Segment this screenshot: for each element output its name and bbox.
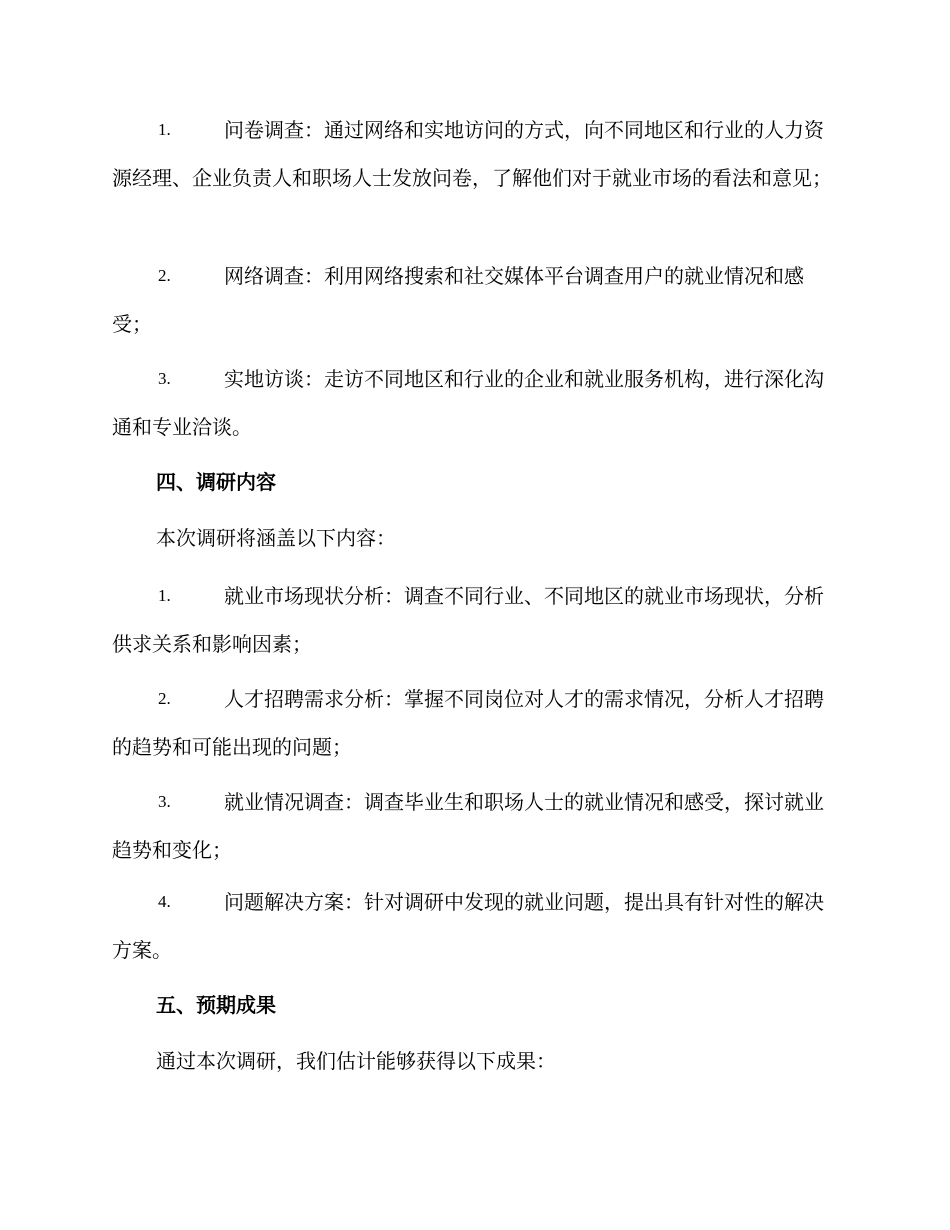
method-item-3 (112, 355, 836, 451)
content-item-2 (112, 675, 836, 771)
method-item-1 (112, 106, 836, 202)
list-item-text: 网络调查：利用网络搜索和社交媒体平台调查用户的就业情况和感受； (112, 264, 804, 336)
section-heading-4: 四、调研内容 (156, 470, 276, 494)
list-number: 1. (158, 586, 171, 605)
section-5-intro: 通过本次调研，我们估计能够获得以下成果： (156, 1049, 556, 1073)
list-number: 3. (158, 369, 171, 388)
list-item-text: 就业市场现状分析：调查不同行业、不同地区的就业市场现状，分析供求关系和影响因素； (112, 584, 824, 656)
section-heading-5: 五、预期成果 (156, 993, 276, 1017)
method-item-2 (112, 252, 836, 348)
list-item-text: 问题解决方案：针对调研中发现的就业问题，提出具有针对性的解决方案。 (112, 890, 824, 962)
list-number: 2. (158, 689, 171, 708)
list-item-text: 实地访谈：走访不同地区和行业的企业和就业服务机构，进行深化沟通和专业洽谈。 (112, 367, 824, 439)
section-4-intro: 本次调研将涵盖以下内容： (156, 526, 396, 550)
content-item-4 (112, 878, 836, 974)
list-item-text: 就业情况调查：调查毕业生和职场人士的就业情况和感受，探讨就业趋势和变化； (112, 790, 824, 862)
list-item-text: 问卷调查：通过网络和实地访问的方式，向不同地区和行业的人力资源经理、企业负责人和职场人士发放问卷，了解他们对于就业市场的看法和意见； (112, 118, 832, 190)
list-number: 3. (158, 792, 171, 811)
list-number: 1. (158, 120, 171, 139)
list-number: 4. (158, 892, 171, 911)
list-number: 2. (158, 266, 171, 285)
list-item-text: 人才招聘需求分析：掌握不同岗位对人才的需求情况，分析人才招聘的趋势和可能出现的问题； (112, 687, 824, 759)
content-item-1 (112, 572, 836, 668)
content-item-3 (112, 778, 836, 874)
